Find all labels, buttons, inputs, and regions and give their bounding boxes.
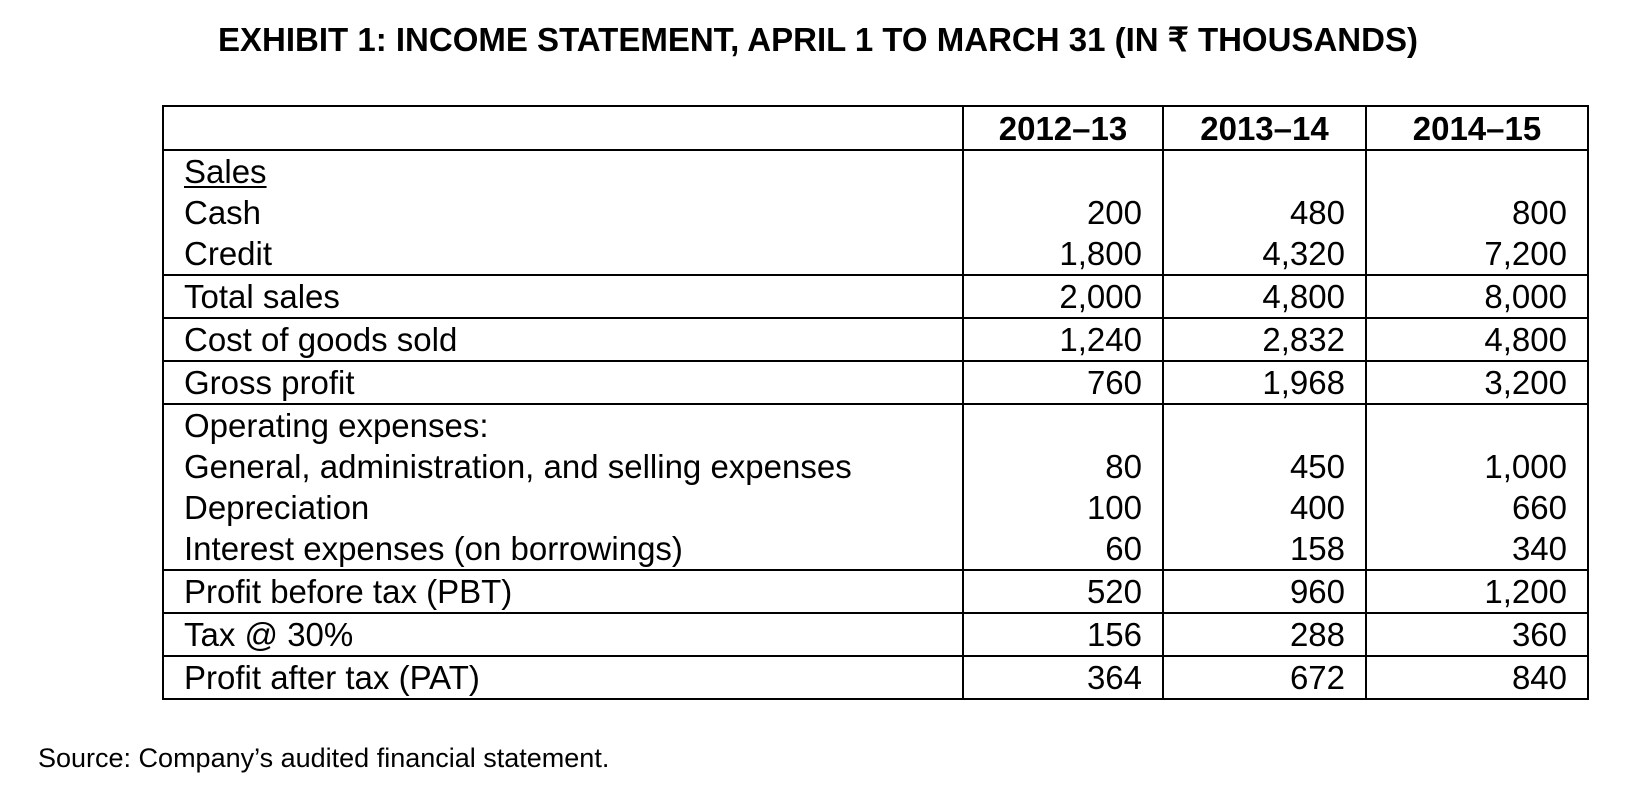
opex-labels [163, 404, 963, 570]
gas-2012-13: 80 [1105, 448, 1142, 485]
sales-labels [163, 150, 963, 275]
sales-values-2014-15 [1366, 150, 1588, 275]
pat-2014-15: 840 [1366, 656, 1588, 699]
total-sales-2014-15: 8,000 [1366, 275, 1588, 318]
sales-values-2013-14 [1163, 150, 1366, 275]
row-label-pbt: Profit before tax (PBT) [163, 570, 963, 613]
credit-2014-15: 7,200 [1484, 235, 1567, 272]
table-row-operating-expenses [163, 404, 1588, 570]
tax-2013-14: 288 [1163, 613, 1366, 656]
row-label-pat: Profit after tax (PAT) [163, 656, 963, 699]
table-row-tax [163, 613, 1588, 656]
header-year-2014-15: 2014–15 [1366, 106, 1588, 150]
pbt-2012-13: 520 [963, 570, 1163, 613]
gross-profit-2012-13: 760 [963, 361, 1163, 404]
gas-2014-15: 1,000 [1484, 448, 1567, 485]
interest-2012-13: 60 [1105, 530, 1142, 567]
pbt-2014-15: 1,200 [1366, 570, 1588, 613]
table-row-pat [163, 656, 1588, 699]
row-label-tax: Tax @ 30% [163, 613, 963, 656]
credit-2012-13: 1,800 [1059, 235, 1142, 272]
opex-values-2012-13 [963, 404, 1163, 570]
credit-2013-14: 4,320 [1262, 235, 1345, 272]
table-row-cogs [163, 318, 1588, 361]
depreciation-2012-13: 100 [1086, 489, 1142, 526]
row-label-credit: Credit [184, 235, 273, 272]
row-label-total-sales: Total sales [163, 275, 963, 318]
cogs-2014-15: 4,800 [1366, 318, 1588, 361]
income-statement-table [162, 105, 1589, 700]
row-label-cogs: Cost of goods sold [163, 318, 963, 361]
interest-2014-15: 340 [1511, 530, 1567, 567]
cash-2014-15: 800 [1511, 194, 1567, 231]
depreciation-2014-15: 660 [1511, 489, 1567, 526]
gross-profit-2013-14: 1,968 [1163, 361, 1366, 404]
header-label-cell [163, 106, 963, 150]
tax-2012-13: 156 [963, 613, 1163, 656]
row-label-gross-profit: Gross profit [163, 361, 963, 404]
sales-heading: Sales [184, 153, 267, 190]
row-label-depreciation: Depreciation [184, 489, 370, 526]
source-note: Source: Company’s audited financial statement. [38, 743, 610, 773]
table-row-total-sales [163, 275, 1588, 318]
pbt-2013-14: 960 [1163, 570, 1366, 613]
cogs-2013-14: 2,832 [1163, 318, 1366, 361]
total-sales-2013-14: 4,800 [1163, 275, 1366, 318]
pat-2012-13: 364 [963, 656, 1163, 699]
exhibit-title: EXHIBIT 1: INCOME STATEMENT, APRIL 1 TO MARCH 31 (IN ₹ THOUSANDS) [218, 21, 1418, 58]
row-label-gas: General, administration, and selling expenses [184, 448, 852, 485]
cash-2012-13: 200 [1086, 194, 1142, 231]
pat-2013-14: 672 [1163, 656, 1366, 699]
opex-heading: Operating expenses: [184, 407, 489, 444]
depreciation-2013-14: 400 [1289, 489, 1345, 526]
cash-2013-14: 480 [1289, 194, 1345, 231]
interest-2013-14: 158 [1289, 530, 1345, 567]
opex-values-2013-14 [1163, 404, 1366, 570]
table-row-sales [163, 150, 1588, 275]
gas-2013-14: 450 [1289, 448, 1345, 485]
gross-profit-2014-15: 3,200 [1366, 361, 1588, 404]
opex-values-2014-15 [1366, 404, 1588, 570]
table-row-pbt [163, 570, 1588, 613]
row-label-cash: Cash [184, 194, 262, 231]
header-year-2012-13: 2012–13 [963, 106, 1163, 150]
total-sales-2012-13: 2,000 [963, 275, 1163, 318]
header-year-2013-14: 2013–14 [1163, 106, 1366, 150]
row-label-interest: Interest expenses (on borrowings) [184, 530, 683, 567]
tax-2014-15: 360 [1366, 613, 1588, 656]
sales-values-2012-13 [963, 150, 1163, 275]
header-row [163, 106, 1588, 150]
cogs-2012-13: 1,240 [963, 318, 1163, 361]
table-row-gross-profit [163, 361, 1588, 404]
